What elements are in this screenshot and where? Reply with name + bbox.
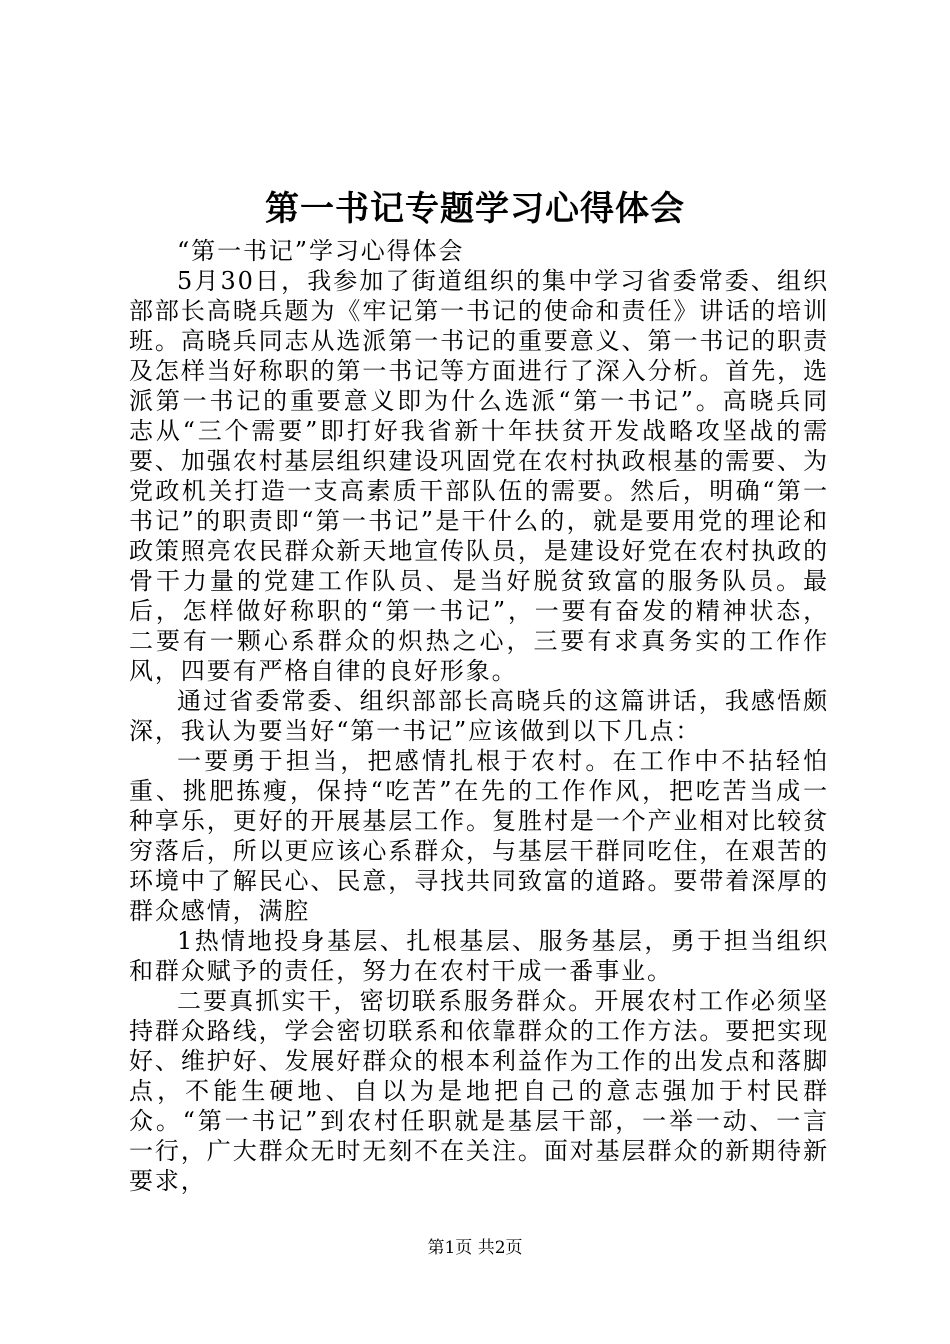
document-body [129,236,829,1196]
paragraph-subtitle: “第一书记”学习心得体会 [177,237,465,265]
paragraph: 通过省委常委、组织部部长高晓兵的这篇讲话，我感悟颇深，我认为要当好“第一书记”应该做到以下几点： [129,687,829,745]
paragraph: 5月30日，我参加了街道组织的集中学习省委常委、组织部部长高晓兵题为《牢记第一书记的使命和责任》讲话的培训班。高晓兵同志从选派第一书记的重要意义、第一书记的职责及怎样当好称职的第一书记等方面进行了深入分析。首先，选派第一书记的重要意义即为什么选派“第一书记”。高晓兵同志从“三个需要”即打好我省新十年扶贫开发战略攻坚战的需要、加强农村基层组织建设巩固党在农村执政根基的需要、为党政机关打造一支高素质干部队伍的需要。然后，明确“第一书记”的职责即“第一书记”是干什么的，就是要用党的理论和政策照亮农民群众新天地宣传队员，是建设好党在农村执政的骨干力量的党建工作队员、是当好脱贫致富的服务队员。最后，怎样做好称职的“第一书记”，一要有奋发的精神状态，二要有一颗心系群众的炽热之心，三要有求真务实的工作作风，四要有严格自律的良好形象。 [129,267,829,685]
paragraph: 二要真抓实干，密切联系服务群众。开展农村工作必须坚持群众路线，学会密切联系和依靠群众的工作方法。要把实现好、维护好、发展好群众的根本利益作为工作的出发点和落脚点，不能生硬地、自以为是地把自己的意志强加于村民群众。“第一书记”到农村任职就是基层干部，一举一动、一言一行，广大群众无时无刻不在关注。面对基层群众的新期待新要求， [129,987,829,1195]
page-number-footer: 第1页 共2页 [427,1238,523,1258]
document-title: 第一书记专题学习心得体会 [265,189,685,229]
paragraph: 1热情地投身基层、扎根基层、服务基层，勇于担当组织和群众赋予的责任，努力在农村干成一番事业。 [129,927,829,985]
paragraph: 一要勇于担当，把感情扎根于农村。在工作中不拈轻怕重、挑肥拣瘦，保持“吃苦”在先的工作作风，把吃苦当成一种享乐，更好的开展基层工作。复胜村是一个产业相对比较贫穷落后，所以更应该心系群众，与基层干群同吃住，在艰苦的环境中了解民心、民意，寻找共同致富的道路。要带着深厚的群众感情，满腔 [129,747,829,925]
